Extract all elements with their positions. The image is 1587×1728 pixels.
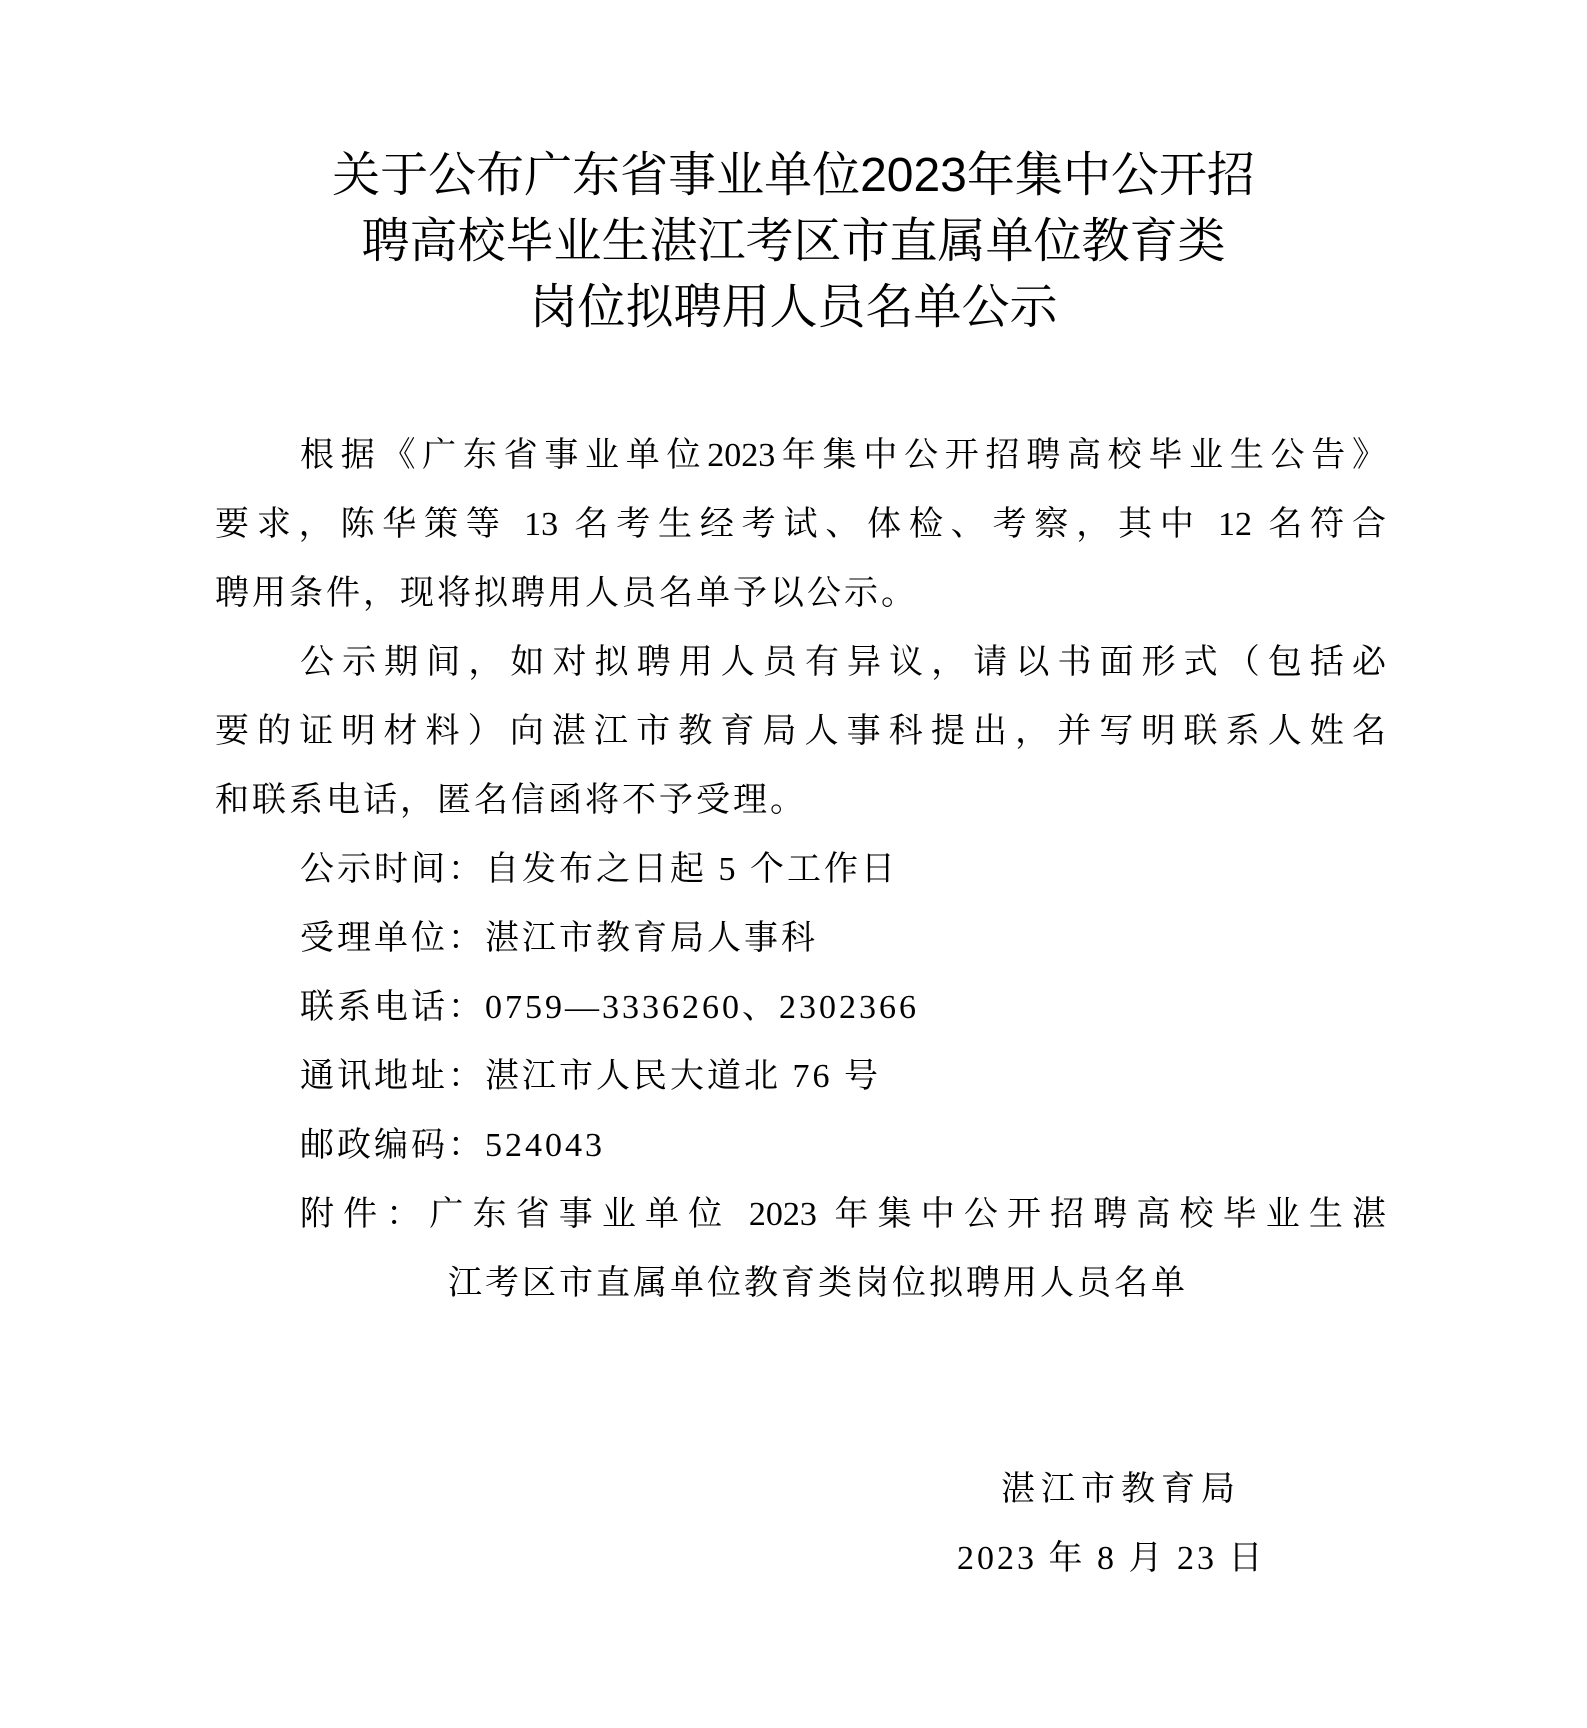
postcode: 邮政编码：524043 (300, 1127, 605, 1164)
attachment-line-2: 江考区市直属单位教育类岗位拟聘用人员名单 (448, 1265, 1188, 1302)
publicity-time: 公示时间：自发布之日起 5 个工作日 (300, 851, 898, 888)
contact-phone: 联系电话：0759—3336260、2302366 (300, 989, 919, 1026)
paragraph-1-line-3: 聘用条件，现将拟聘用人员名单予以公示。 (215, 575, 918, 612)
paragraph-2-line-3: 和联系电话，匿名信函将不予受理。 (215, 782, 807, 819)
paragraph-2-line-1: 公示期间，如对拟聘用人员有异议，请以书面形式（包括必 (300, 644, 1386, 681)
title-line-3: 岗位拟聘用人员名单公示 (529, 281, 1058, 334)
attachment-line-1: 附件：广东省事业单位 2023 年集中公开招聘高校毕业生湛 (300, 1196, 1386, 1233)
mailing-address: 通讯地址：湛江市人民大道北 76 号 (300, 1058, 881, 1095)
paragraph-1-line-2: 要求，陈华策等 13 名考生经考试、体检、考察，其中 12 名符合 (215, 506, 1386, 543)
paragraph-2-line-2: 要的证明材料）向湛江市教育局人事科提出，并写明联系人姓名 (215, 713, 1386, 750)
accepting-unit: 受理单位：湛江市教育局人事科 (300, 920, 818, 957)
signature-date: 2023 年 8 月 23 日 (957, 1540, 1266, 1577)
title-line-1: 关于公布广东省事业单位2023年集中公开招 (332, 149, 1255, 202)
signature-org: 湛江市教育局 (1001, 1471, 1241, 1508)
paragraph-1-line-1: 根据《广东省事业单位2023年集中公开招聘高校毕业生公告》 (300, 437, 1386, 474)
title-line-2: 聘高校毕业生湛江考区市直属单位教育类 (361, 215, 1226, 268)
